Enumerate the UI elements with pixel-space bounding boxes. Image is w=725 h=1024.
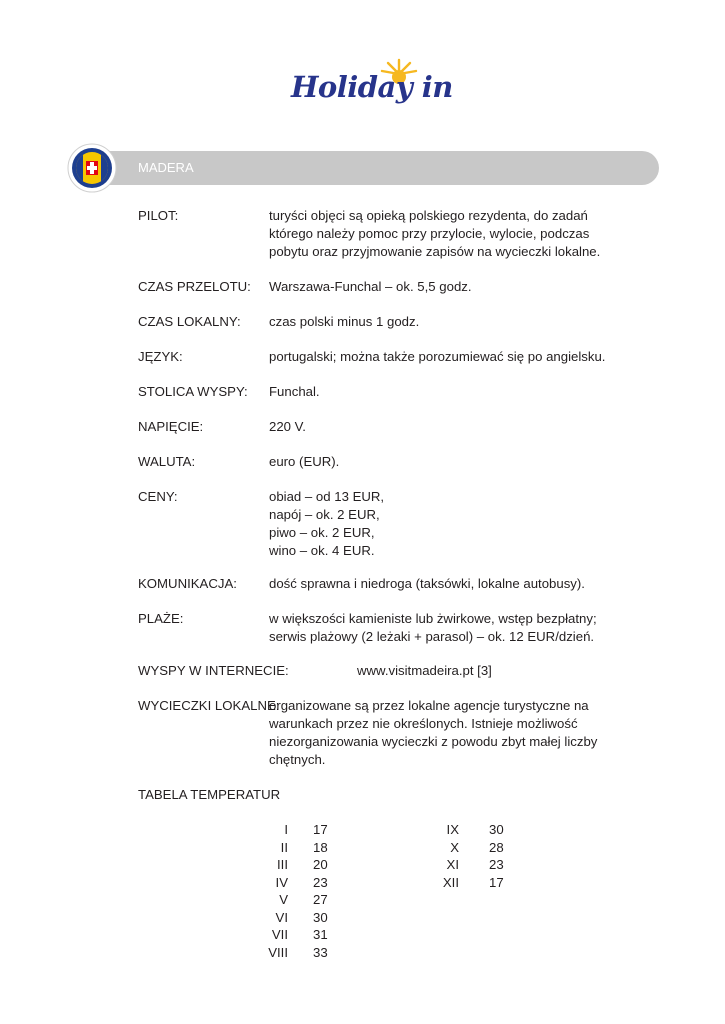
temperature-month: XII	[442, 874, 459, 890]
info-value-line: wino – ok. 4 EUR.	[269, 543, 375, 558]
temperature-month: I	[284, 822, 288, 837]
info-value-line: obiad – od 13 EUR,	[269, 489, 385, 504]
info-value	[269, 418, 306, 436]
info-label: STOLICA WYSPY:	[138, 384, 248, 399]
temperature-month: VII	[271, 927, 288, 942]
temperature-value: 30	[313, 909, 328, 925]
internet-label: WYSPY W INTERNECIE:	[138, 663, 289, 678]
excursions-line: organizowane są przez lokalne agencje turystyczne na	[269, 698, 589, 713]
info-value-line: euro (EUR).	[269, 454, 340, 469]
temperature-value: 27	[313, 892, 328, 907]
info-value	[269, 348, 605, 366]
info-value-line: piwo – ok. 2 EUR,	[269, 525, 375, 540]
info-value	[269, 453, 339, 471]
info-value	[269, 488, 384, 560]
temperature-month: X	[450, 839, 459, 855]
temperature-month: XI	[446, 857, 459, 872]
info-label: PILOT:	[138, 208, 179, 223]
temperature-value: 31	[313, 927, 328, 942]
temperature-month: IV	[275, 874, 288, 890]
info-value-line: 220 V.	[269, 419, 306, 434]
info-label: CZAS LOKALNY:	[138, 314, 241, 329]
info-value-line: turyści objęci są opieką polskiego rezydenta, do zadań	[269, 208, 588, 223]
info-value-line: Funchal.	[269, 384, 320, 399]
temperature-value: 23	[313, 874, 328, 890]
logo-text: Holiday in	[291, 70, 453, 104]
info-value	[269, 610, 597, 646]
temperature-value: 28	[489, 839, 504, 855]
info-value-line: portugalski; można także porozumiewać się po angielsku.	[269, 349, 606, 364]
info-value-line: Warszawa-Funchal – ok. 5,5 godz.	[269, 279, 472, 294]
temperature-month: VI	[275, 909, 288, 925]
temperature-value: 33	[313, 944, 328, 960]
info-value-line: dość sprawna i niedroga (taksówki, lokalne autobusy).	[269, 576, 585, 591]
temperature-value: 23	[489, 857, 504, 872]
info-label: NAPIĘCIE:	[138, 419, 204, 434]
temperature-title: TABELA TEMPERATUR	[138, 787, 281, 802]
excursions-value	[269, 697, 597, 769]
info-label: PLAŻE:	[138, 611, 184, 626]
info-value-line: czas polski minus 1 godz.	[269, 314, 420, 329]
temperature-month: V	[279, 892, 288, 907]
temperature-value: 18	[313, 839, 328, 855]
excursions-line: niezorganizowania wycieczki z powodu zbyt małej liczby	[269, 734, 598, 749]
info-value-line: w większości kamieniste lub żwirkowe, wstęp bezpłatny;	[269, 611, 597, 626]
section-title: MADERA	[138, 160, 194, 175]
temperature-month: IX	[446, 822, 459, 837]
info-label: WALUTA:	[138, 454, 196, 469]
info-label: CZAS PRZELOTU:	[138, 279, 251, 294]
holiday-in-logo	[288, 58, 453, 114]
info-label: JĘZYK:	[138, 349, 183, 364]
temperature-month: III	[277, 857, 288, 872]
temperature-value: 17	[489, 874, 504, 890]
info-value-line: napój – ok. 2 EUR,	[269, 507, 380, 522]
temperature-value: 20	[313, 857, 328, 872]
info-value	[269, 575, 585, 593]
info-value-line: pobytu oraz przyjmowanie zapisów na wycieczki lokalne.	[269, 244, 601, 259]
excursions-line: chętnych.	[269, 752, 326, 767]
temperature-month: II	[280, 839, 288, 855]
excursions-label: WYCIECZKI LOKALNE:	[138, 698, 280, 713]
info-value	[269, 313, 419, 331]
temperature-value: 30	[489, 822, 504, 837]
info-value	[269, 383, 320, 401]
info-label: CENY:	[138, 489, 178, 504]
temperature-month: VIII	[268, 944, 288, 960]
info-value-line: serwis plażowy (2 leżaki + parasol) – ok. 12 EUR/dzień.	[269, 629, 595, 644]
madeira-flag-badge-icon	[67, 143, 117, 193]
info-label: KOMUNIKACJA:	[138, 576, 237, 591]
info-value-line: którego należy pomoc przy przylocie, wylocie, podczas	[269, 226, 590, 241]
info-value	[269, 207, 600, 261]
temperature-value: 17	[313, 822, 328, 837]
excursions-line: warunkach przez nie określonych. Istnieje możliwość	[269, 716, 578, 731]
info-value	[269, 278, 472, 296]
internet-link[interactable]: www.visitmadeira.pt [3]	[357, 663, 492, 678]
